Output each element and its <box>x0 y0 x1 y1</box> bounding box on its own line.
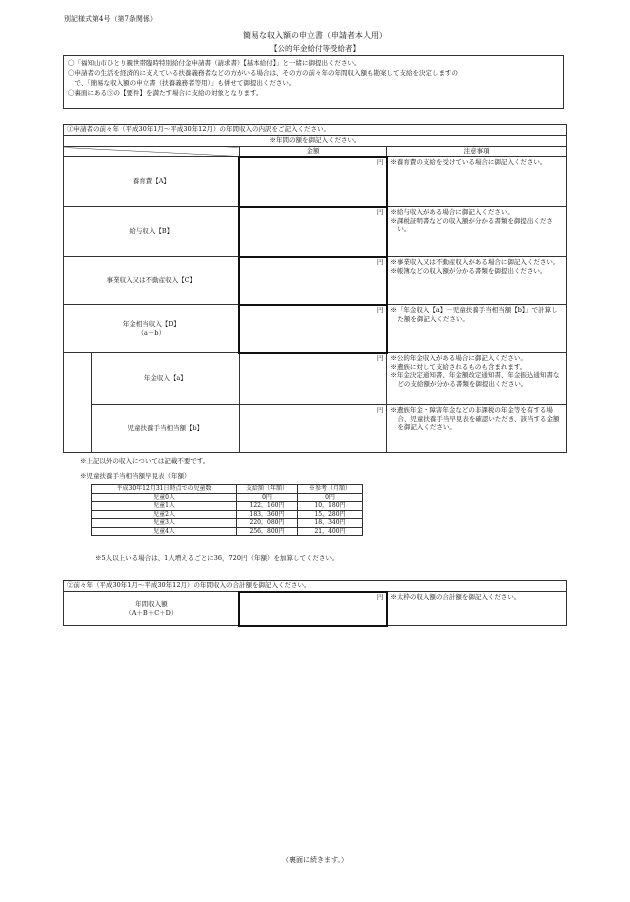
notes-business <box>387 257 567 305</box>
yen-unit: 円 <box>376 258 384 266</box>
notes-column-header: 注意事項 <box>387 147 567 157</box>
table-header-row <box>92 485 363 494</box>
notes-annual-total <box>387 592 567 626</box>
table-cell: 15，280円 <box>298 510 363 519</box>
indent-spacer <box>64 405 92 453</box>
note-line: ※事業収入又は不動産収入がある場合に御記入ください。 <box>390 258 560 266</box>
note-line: ※帳簿などの収入額が分かる書類を御提出ください。 <box>390 266 547 275</box>
note-line: ※課税証明書などの収入額が分かる書類を御提出ください。 <box>390 216 553 233</box>
table-cell: 児童3人 <box>92 519 237 528</box>
label-annual-total <box>64 592 240 626</box>
notice-line: 〇裏面にある③の【要件】を満たす場合に支給の対象となります。 <box>68 89 263 97</box>
notes-salary <box>387 207 567 257</box>
amount-input-b-allowance[interactable] <box>239 405 387 453</box>
indent-spacer <box>64 353 92 405</box>
note-line: ※「年金収入【a】－児童扶養手当相当額【b】」で計算した額を御記入ください。 <box>390 306 558 323</box>
note-line: ※公的年金収入がある場合に御記入ください。 <box>390 354 527 362</box>
table-cell: 183，360円 <box>237 510 298 519</box>
table-header: 平成30年12月31日時点での児童数 <box>92 485 237 494</box>
table-header: 支給額（年額） <box>237 485 298 494</box>
income-breakdown-table <box>63 124 567 453</box>
notice-box <box>63 55 564 109</box>
label-salary: 給与収入【B】 <box>64 207 240 257</box>
table-row <box>92 502 363 511</box>
note-line: ※年金決定通知書、年金額改定通知書、年金振込通知書などの支給額が分かる書類を御提出ください。 <box>390 371 560 388</box>
amount-input-b[interactable] <box>239 207 387 257</box>
table-cell: 10，180円 <box>298 502 363 511</box>
notes-childcare <box>387 157 567 207</box>
amount-column-header: 金額 <box>239 147 387 157</box>
annual-total-formula: （A＋B＋C＋D） <box>125 608 178 617</box>
annual-total-input[interactable] <box>239 592 387 626</box>
form-number: 別記様式第4号（第7条関係） <box>64 15 157 23</box>
yen-unit: 円 <box>376 354 384 362</box>
yen-unit: 円 <box>376 158 384 166</box>
table-cell: 児童2人 <box>92 510 237 519</box>
label-business: 事業収入又は不動産収入【C】 <box>64 257 240 305</box>
table-cell: 児童4人 <box>92 527 237 536</box>
table-cell: 児童1人 <box>92 502 237 511</box>
table-cell: 256，800円 <box>237 527 298 536</box>
quick-table-footnote: ※5人以上いる場合は、1人増えるごとに36，720円（年額）を加算してください。 <box>95 554 339 562</box>
table-row <box>92 493 363 502</box>
yen-unit: 円 <box>376 208 384 216</box>
amount-input-a[interactable] <box>239 157 387 207</box>
note-line: ※遺族年金・障害年金などの非課税の年金等を有する場合、児童扶養手当早見表を確認いただき、該当する金額を御記入ください。 <box>390 406 560 431</box>
section1-heading: ①申請者の前々年（平成30年1月～平成30年12月）の年間収入の内訳をご記入ください。 <box>64 125 567 136</box>
label-pension-equivalent <box>64 305 240 353</box>
table-row <box>92 527 363 536</box>
diagonal-header-cell <box>64 147 240 157</box>
note-line: ※遺族に対して支給されるものも含まれます。 <box>390 362 527 371</box>
note-line: ※太枠の収入額の合計額を御記入ください。 <box>390 593 521 601</box>
notice-line: で、「簡易な収入額の申立書（扶養義務者等用）」も併せて御提出ください。 <box>68 79 296 87</box>
amount-input-d[interactable] <box>239 305 387 353</box>
continued-footer: （裏面に続きます。） <box>282 856 348 864</box>
label-pension-income: 年金収入【a】 <box>91 353 239 405</box>
pension-equivalent-formula: （a－b） <box>137 328 166 337</box>
quick-table-caption: ※児童扶養手当相当額早見表（年額） <box>80 472 191 480</box>
footnote-other-income: ※上記以外の収入については記載不要です。 <box>80 457 210 465</box>
annual-total-label: 年間収入額 <box>135 600 168 608</box>
yen-unit: 円 <box>376 593 384 601</box>
annual-total-table <box>63 580 567 626</box>
amount-input-a-pension[interactable] <box>239 353 387 405</box>
table-cell: 21，400円 <box>298 527 363 536</box>
label-childcare: 養育費【A】 <box>64 157 240 207</box>
table-cell: 18，340円 <box>298 519 363 528</box>
section1-instruction: ※年間の額を御記入ください。 <box>64 136 567 147</box>
page-title: 簡易な収入額の申立書（申請者本人用） <box>243 31 387 40</box>
table-cell: 122，160円 <box>237 502 298 511</box>
note-line: ※養育費の支給を受けている場合に御記入ください。 <box>390 158 547 166</box>
section2-heading: ②前々年（平成30年1月～平成30年12月）の年間収入の合計額を御記入ください。 <box>64 581 567 592</box>
notes-child-allowance <box>387 405 567 453</box>
label-child-allowance: 児童扶養手当相当額【b】 <box>91 405 239 453</box>
table-cell: 児童0人 <box>92 493 237 502</box>
table-row <box>92 519 363 528</box>
table-row <box>92 510 363 519</box>
page-subtitle: 【公的年金給付等受給者】 <box>270 44 360 53</box>
notes-pension-equivalent <box>387 305 567 353</box>
table-cell: 0円 <box>298 493 363 502</box>
notice-line: 〇「福知山市ひとり親世帯臨時特別給付金申請書（請求書）【基本給付】」と一緒に御提出ください。 <box>68 59 361 67</box>
table-cell: 220，080円 <box>237 519 298 528</box>
child-allowance-quick-table <box>91 484 363 536</box>
table-cell: 0円 <box>237 493 298 502</box>
note-line: ※給与収入がある場合に御記入ください。 <box>390 208 514 216</box>
pension-equivalent-label: 年金相当収入【D】 <box>122 320 180 328</box>
notes-pension-income <box>387 353 567 405</box>
amount-input-c[interactable] <box>239 257 387 305</box>
notice-line: 〇申請者の生活を経済的に支えている扶養義務者などの方がいる場合は、その方の前々年の年間収入額も勘案して支給を決定しますの <box>68 69 458 77</box>
yen-unit: 円 <box>376 406 384 414</box>
yen-unit: 円 <box>376 306 384 314</box>
table-header: ※参考（月額） <box>298 485 363 494</box>
